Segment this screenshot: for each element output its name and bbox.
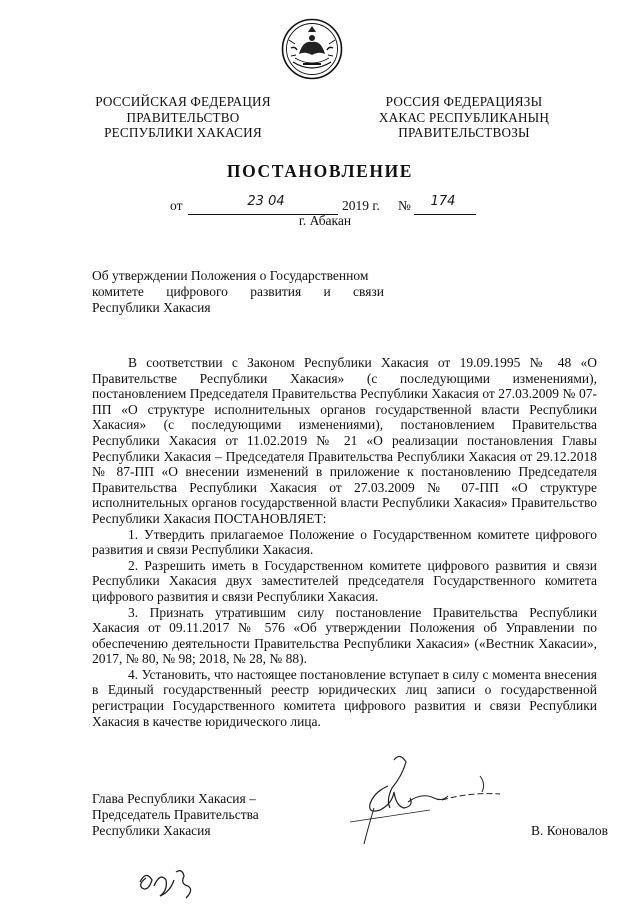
header-right-line-2: ХАКАС РЕСПУБЛИКАНЫҢ — [378, 109, 550, 125]
coat-of-arms-emblem — [281, 18, 343, 80]
subject-block — [92, 268, 384, 317]
subject-line-1: Об утверждении Положения о Государственном — [92, 268, 369, 283]
number-handwritten: 174 — [430, 194, 456, 209]
clause-2-paragraph: 2. Разрешить иметь в Государственном комитете цифрового развития и связи Республики Хакасия двух заместителей председателя Государственного комитета цифрового развития и связи Республики Хакасия. — [92, 557, 597, 604]
signer-name: В. Коновалов — [531, 823, 608, 838]
position-line-3: Республики Хакасия — [92, 822, 211, 838]
number-sign: № — [398, 198, 411, 213]
clause-1-paragraph: 1. Утвердить прилагаемое Положение о Государственном комитете цифрового развития и связи Республики Хакасия. — [92, 526, 597, 558]
date-prefix: от — [170, 198, 183, 213]
document-title: ПОСТАНОВЛЕНИЕ — [226, 161, 414, 181]
date-year: 2019 г. — [342, 198, 380, 213]
date-handwritten: 23 04 — [247, 194, 285, 209]
clause-3-paragraph: 3. Признать утратившим силу постановление Правительства Республики Хакасия от 09.11.2017 № 576 «Об утверждении Положения об Управлении по обеспечению деятельности Правительства Республики Хакасия» («Вестник Хакасии», 2017, № 80, № 98; 2018, № 28, № 88). — [92, 604, 597, 667]
subject-line-3: Республики Хакасия — [92, 300, 211, 316]
handwritten-initials — [136, 862, 200, 902]
header-left-line-1: РОССИЙСКАЯ ФЕДЕРАЦИЯ — [95, 94, 271, 109]
city-label: г. Абакан — [298, 213, 352, 228]
document-body — [92, 355, 597, 729]
header-right-line-3: ПРАВИТЕЛЬСТВОЗЫ — [398, 125, 530, 141]
handwritten-signature — [330, 748, 510, 856]
header-right — [348, 94, 580, 141]
header-left — [78, 94, 288, 141]
header-left-line-3: РЕСПУБЛИКИ ХАКАСИЯ — [104, 125, 262, 141]
preamble-paragraph: В соответствии с Законом Республики Хакасия от 19.09.1995 № 48 «О Правительстве Республики Хакасия» (с последующими изменениями), постановлением Председателя Правительства Республики Хакасия от 27.03.2009 № 07-ПП «О структуре исполнительных органов государственной власти Республики Хакасия» (с последующими изменениями), постановлением Правительства Республики Хакасия от 11.02.2019 № 21 «О реализации постановления Главы Республики Хакасия – Председателя Правительства Республики Хакасия от 29.12.2018 № 87-ПП «О внесении изменений в приложение к постановлению Председателя Правительства Республики Хакасия от 27.03.2009 № 07-ПП «О структуре исполнительных органов государственной власти Республики Хакасия» Правительство Республики Хакасия ПОСТАНОВЛЯЕТ: — [92, 355, 597, 526]
position-line-2: Председатель Правительства — [92, 806, 259, 822]
clause-4-paragraph: 4. Установить, что настоящее постановление вступает в силу с момента внесения в Единый государственный реестр юридических лиц записи о государственной регистрации Государственного комитета цифрового развития и связи Республики Хакасия в качестве юридического лица. — [92, 666, 597, 729]
header-right-line-1: РОССИЯ ФЕДЕРАЦИЯЗЫ — [385, 94, 543, 109]
subject-line-2: комитете цифрового развития и связи — [92, 284, 384, 300]
position-line-1: Глава Республики Хакасия – — [92, 791, 256, 806]
signature-position — [92, 791, 312, 839]
header-left-line-2: ПРАВИТЕЛЬСТВО — [126, 109, 240, 125]
